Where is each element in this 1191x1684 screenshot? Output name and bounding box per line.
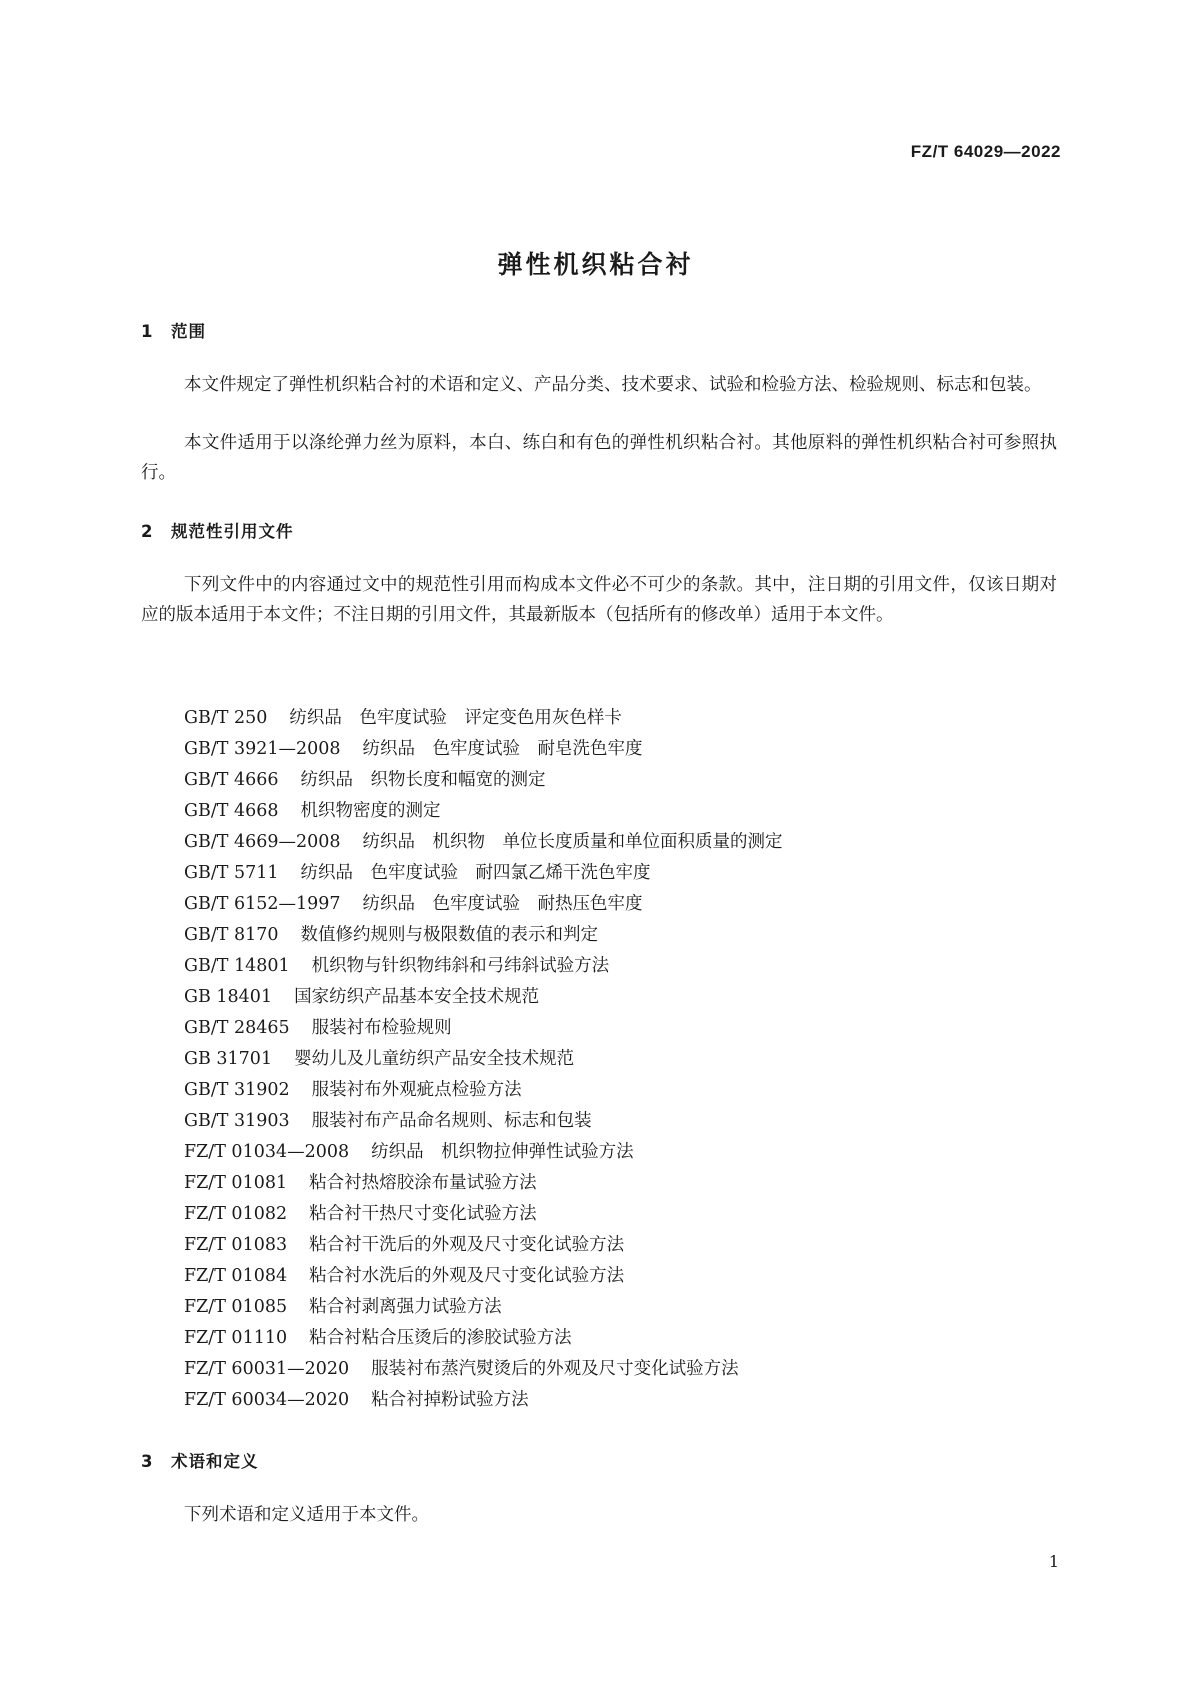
reference-item bbox=[184, 703, 783, 734]
reference-code: GB/T 28465 bbox=[184, 1018, 290, 1038]
reference-item bbox=[184, 1137, 783, 1168]
reference-title: 粘合衬水洗后的外观及尺寸变化试验方法 bbox=[309, 1266, 625, 1286]
reference-code: FZ/T 01084 bbox=[184, 1266, 288, 1286]
reference-code: GB/T 31902 bbox=[184, 1080, 290, 1100]
reference-code: GB/T 5711 bbox=[184, 863, 279, 883]
reference-item bbox=[184, 1261, 783, 1292]
reference-item bbox=[184, 796, 783, 827]
reference-title: 纺织品 色牢度试验 耐四氯乙烯干洗色牢度 bbox=[300, 863, 651, 883]
reference-code: FZ/T 60031—2020 bbox=[184, 1359, 350, 1379]
reference-title: 粘合衬剥离强力试验方法 bbox=[309, 1297, 502, 1317]
reference-code: FZ/T 01110 bbox=[184, 1328, 288, 1348]
reference-title: 数值修约规则与极限数值的表示和判定 bbox=[300, 925, 599, 945]
section-number: 1 bbox=[141, 322, 154, 341]
reference-title: 国家纺织产品基本安全技术规范 bbox=[294, 987, 540, 1007]
reference-item bbox=[184, 1199, 783, 1230]
reference-code: GB/T 6152—1997 bbox=[184, 894, 341, 914]
reference-item bbox=[184, 1044, 783, 1075]
reference-item bbox=[184, 920, 783, 951]
reference-list bbox=[184, 703, 783, 1416]
reference-item bbox=[184, 951, 783, 982]
reference-item bbox=[184, 1075, 783, 1106]
reference-code: FZ/T 60034—2020 bbox=[184, 1390, 350, 1410]
reference-title: 纺织品 色牢度试验 耐皂洗色牢度 bbox=[362, 739, 643, 759]
reference-title: 纺织品 织物长度和幅宽的测定 bbox=[300, 770, 546, 790]
reference-item bbox=[184, 1230, 783, 1261]
section-heading-normative-references bbox=[141, 518, 294, 542]
section-number: 2 bbox=[141, 522, 154, 541]
reference-item bbox=[184, 982, 783, 1013]
reference-code: GB/T 14801 bbox=[184, 956, 290, 976]
section-heading-scope bbox=[141, 318, 206, 342]
reference-code: FZ/T 01085 bbox=[184, 1297, 288, 1317]
section-heading-terms-definitions bbox=[141, 1448, 259, 1472]
reference-title: 粘合衬干热尺寸变化试验方法 bbox=[309, 1204, 537, 1224]
paragraph-scope-1: 本文件规定了弹性机织粘合衬的术语和定义、产品分类、技术要求、试验和检验方法、检验规则、标志和包装。 bbox=[184, 375, 1042, 395]
paragraph-terms-definitions: 下列术语和定义适用于本文件。 bbox=[184, 1505, 429, 1525]
reference-title: 服装衬布产品命名规则、标志和包装 bbox=[311, 1111, 592, 1131]
reference-title: 纺织品 机织物 单位长度质量和单位面积质量的测定 bbox=[362, 832, 783, 852]
reference-code: GB/T 31903 bbox=[184, 1111, 290, 1131]
reference-item bbox=[184, 734, 783, 765]
reference-code: GB/T 3921—2008 bbox=[184, 739, 341, 759]
reference-title: 纺织品 色牢度试验 评定变色用灰色样卡 bbox=[289, 708, 622, 728]
reference-item bbox=[184, 1106, 783, 1137]
standard-number: FZ/T 64029—2022 bbox=[910, 142, 1061, 161]
reference-title: 服装衬布检验规则 bbox=[311, 1018, 452, 1038]
reference-title: 粘合衬掉粉试验方法 bbox=[371, 1390, 529, 1410]
reference-item bbox=[184, 765, 783, 796]
reference-title: 粘合衬干洗后的外观及尺寸变化试验方法 bbox=[309, 1235, 625, 1255]
reference-item bbox=[184, 1292, 783, 1323]
paragraph-normative-references: 下列文件中的内容通过文中的规范性引用而构成本文件必不可少的条款。其中，注日期的引用文件，仅该日期对应的版本适用于本文件；不注日期的引用文件，其最新版本（包括所有的修改单）适用于本文件。 bbox=[141, 575, 1057, 625]
reference-code: GB 31701 bbox=[184, 1049, 273, 1069]
reference-code: GB/T 4668 bbox=[184, 801, 279, 821]
reference-title: 粘合衬热熔胶涂布量试验方法 bbox=[309, 1173, 537, 1193]
reference-title: 服装衬布蒸汽熨烫后的外观及尺寸变化试验方法 bbox=[371, 1359, 739, 1379]
reference-code: GB/T 4669—2008 bbox=[184, 832, 341, 852]
section-number: 3 bbox=[141, 1452, 154, 1471]
page-number: 1 bbox=[1048, 1552, 1059, 1571]
reference-code: FZ/T 01082 bbox=[184, 1204, 288, 1224]
section-title: 术语和定义 bbox=[171, 1452, 259, 1471]
reference-title: 纺织品 机织物拉伸弹性试验方法 bbox=[371, 1142, 634, 1162]
reference-code: GB/T 8170 bbox=[184, 925, 279, 945]
reference-title: 机织物与针织物纬斜和弓纬斜试验方法 bbox=[311, 956, 610, 976]
reference-item bbox=[184, 1013, 783, 1044]
reference-title: 粘合衬粘合压烫后的渗胶试验方法 bbox=[309, 1328, 572, 1348]
reference-item bbox=[184, 858, 783, 889]
reference-title: 纺织品 色牢度试验 耐热压色牢度 bbox=[362, 894, 643, 914]
reference-item bbox=[184, 827, 783, 858]
reference-item bbox=[184, 1168, 783, 1199]
reference-code: GB/T 250 bbox=[184, 708, 268, 728]
reference-item bbox=[184, 1385, 783, 1416]
section-title: 规范性引用文件 bbox=[171, 522, 294, 541]
reference-code: FZ/T 01034—2008 bbox=[184, 1142, 350, 1162]
reference-code: GB/T 4666 bbox=[184, 770, 279, 790]
reference-code: FZ/T 01081 bbox=[184, 1173, 288, 1193]
reference-item bbox=[184, 1323, 783, 1354]
document-title: 弹性机织粘合衬 bbox=[497, 250, 694, 279]
section-title: 范围 bbox=[171, 322, 206, 341]
reference-item bbox=[184, 889, 783, 920]
paragraph-scope-2: 本文件适用于以涤纶弹力丝为原料，本白、练白和有色的弹性机织粘合衬。其他原料的弹性机织粘合衬可参照执行。 bbox=[141, 433, 1057, 483]
reference-title: 婴幼儿及儿童纺织产品安全技术规范 bbox=[294, 1049, 575, 1069]
reference-code: GB 18401 bbox=[184, 987, 273, 1007]
reference-item bbox=[184, 1354, 783, 1385]
reference-code: FZ/T 01083 bbox=[184, 1235, 288, 1255]
reference-title: 服装衬布外观疵点检验方法 bbox=[311, 1080, 522, 1100]
reference-title: 机织物密度的测定 bbox=[300, 801, 441, 821]
